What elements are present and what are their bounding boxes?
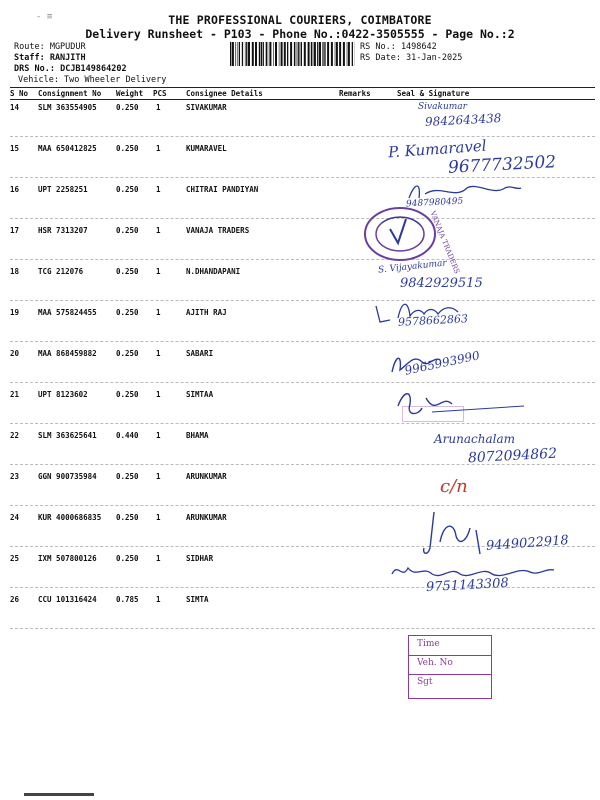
barcode-image [230, 42, 355, 66]
row-sno: 14 [10, 103, 20, 112]
row-consignee: BHAMA [186, 431, 209, 440]
table-row [10, 103, 595, 113]
barcode-bar [284, 42, 286, 66]
barcode-bar [287, 42, 288, 66]
row-sno: 26 [10, 595, 20, 604]
barcode-bar [246, 42, 247, 66]
row-divider [10, 300, 595, 301]
barcode-bar [313, 42, 314, 66]
barcode-bar [300, 42, 301, 66]
row-consignment: UPT 8123602 [38, 390, 88, 399]
barcode-bar [317, 42, 318, 66]
row-pcs: 1 [156, 226, 161, 235]
barcode-bar [298, 42, 299, 66]
barcode-bar [319, 42, 321, 66]
row-divider [10, 423, 595, 424]
handwritten-name: S. Vijayakumar [377, 258, 448, 276]
row-pcs: 1 [156, 513, 161, 522]
barcode-bar [230, 42, 231, 66]
table-row [10, 308, 595, 318]
handwritten-phone: 9751143308 [425, 575, 510, 596]
row-consignee: KUMARAVEL [186, 144, 227, 153]
scan-artifact [24, 793, 94, 796]
row-pcs: 1 [156, 144, 161, 153]
row-weight: 0.250 [116, 267, 139, 276]
corner-mark: - ≡ [36, 12, 53, 22]
row-consignee: ARUNKUMAR [186, 472, 227, 481]
row-weight: 0.250 [116, 308, 139, 317]
drs-value: DCJB149864202 [60, 64, 127, 74]
row-consignment: UPT 2258251 [38, 185, 88, 194]
row-pcs: 1 [156, 554, 161, 563]
barcode-bar [263, 42, 264, 66]
barcode-bar [294, 42, 295, 66]
time-stamp-vehicle: Veh. No [417, 658, 453, 668]
time-stamp-time: Time [417, 639, 440, 649]
row-weight: 0.440 [116, 431, 139, 440]
barcode-bar [352, 42, 353, 66]
row-consignment: HSR 7313207 [38, 226, 88, 235]
row-consignment: GGN 900735984 [38, 472, 97, 481]
barcode-bar [281, 42, 283, 66]
row-sno: 15 [10, 144, 20, 153]
handwritten-phone: 8072094862 [467, 445, 558, 467]
row-sno: 23 [10, 472, 20, 481]
col-consignee: Consignee Details [186, 89, 263, 98]
handwritten-phone: 9842929515 [400, 276, 483, 291]
row-consignee: SIDHAR [186, 554, 214, 563]
barcode-bar [242, 42, 243, 66]
row-consignee: AJITH RAJ [186, 308, 227, 317]
row-pcs: 1 [156, 267, 161, 276]
barcode-bar [323, 42, 324, 66]
barcode-bar [331, 42, 333, 66]
row-sno: 18 [10, 267, 20, 276]
row-consignee: SABARI [186, 349, 214, 358]
row-sno: 24 [10, 513, 20, 522]
handwritten-phone: 9677732502 [447, 152, 557, 178]
row-sno: 25 [10, 554, 20, 563]
row-divider [10, 177, 595, 178]
barcode-bar [339, 42, 341, 66]
company-seal-stamp [362, 205, 438, 263]
stamp-divider [409, 655, 491, 656]
company-title: THE PROFESSIONAL COURIERS, COIMBATORE [168, 13, 432, 27]
row-consignment: MAA 868459882 [38, 349, 97, 358]
col-weight: Weight [116, 89, 144, 98]
row-consignment: CCU 101316424 [38, 595, 97, 604]
staff-text: Staff: RANJITH [14, 53, 86, 63]
col-sno: S No [10, 89, 29, 98]
row-consignment: IXM 507800126 [38, 554, 97, 563]
row-consignee: SIMTA [186, 595, 209, 604]
row-weight: 0.250 [116, 513, 139, 522]
handwritten-mark: c/n [440, 476, 468, 497]
barcode-bar [311, 42, 312, 66]
table-row [10, 267, 595, 277]
barcode-bar [336, 42, 338, 66]
row-weight: 0.250 [116, 554, 139, 563]
barcode-bar [259, 42, 260, 66]
time-stamp-sign: Sgt [417, 677, 433, 687]
signature-scribble [420, 508, 500, 562]
row-weight: 0.785 [116, 595, 139, 604]
barcode-bar [273, 42, 274, 66]
col-signature: Seal & Signature [397, 89, 470, 98]
barcode-bar [296, 42, 297, 66]
row-consignee: SIVAKUMAR [186, 103, 227, 112]
row-pcs: 1 [156, 390, 161, 399]
table-row [10, 144, 595, 154]
row-sno: 22 [10, 431, 20, 440]
row-sno: 16 [10, 185, 20, 194]
barcode-bar [348, 42, 350, 66]
row-weight: 0.250 [116, 349, 139, 358]
table-header [10, 89, 595, 99]
barcode-bar [314, 42, 316, 66]
barcode-bar [343, 42, 345, 66]
col-consignment: Consignment No [38, 89, 102, 98]
row-pcs: 1 [156, 308, 161, 317]
row-sno: 19 [10, 308, 20, 317]
barcode-bar [275, 42, 277, 66]
rs-date: RS Date: 31-Jan-2025 [360, 53, 463, 63]
vehicle-text: Vehicle: Two Wheeler Delivery [18, 75, 167, 85]
handwritten-name: Arunachalam [434, 432, 515, 446]
row-consignment: MAA 650412825 [38, 144, 97, 153]
barcode-bar [261, 42, 262, 66]
row-weight: 0.250 [116, 472, 139, 481]
row-consignment: MAA 575824455 [38, 308, 97, 317]
header-top-rule [10, 87, 595, 88]
barcode-bar [237, 42, 238, 66]
barcode-bar [252, 42, 254, 66]
row-weight: 0.250 [116, 390, 139, 399]
row-pcs: 1 [156, 431, 161, 440]
col-pcs: PCS [153, 89, 167, 98]
row-divider [10, 505, 595, 506]
barcode-bar [235, 42, 236, 66]
row-divider [10, 628, 595, 629]
barcode-bar [290, 42, 292, 66]
runsheet-subtitle: Delivery Runsheet - P103 - Phone No.:0422-3505555 - Page No.:2 [85, 27, 515, 41]
barcode-bar [269, 42, 271, 66]
barcode-bar [325, 42, 326, 66]
handwritten-phone: 9487980495 [405, 196, 464, 210]
table-row [10, 349, 595, 359]
rs-number: RS No.: 1498642 [360, 42, 437, 52]
handwritten-phone: 9965993990 [403, 348, 481, 378]
handwritten-phone: 9449022918 [485, 533, 570, 554]
handwritten-phone: 9578662863 [397, 312, 469, 329]
barcode-bar [308, 42, 310, 66]
row-sno: 20 [10, 349, 20, 358]
row-consignee: ARUNKUMAR [186, 513, 227, 522]
table-row [10, 513, 595, 523]
row-consignee: VANAJA TRADERS [186, 226, 250, 235]
row-divider [10, 136, 595, 137]
barcode-bar [245, 42, 246, 66]
handwritten-name: Sivakumar [418, 102, 467, 112]
row-consignee: CHITRAI PANDIYAN [186, 185, 259, 194]
row-consignee: SIMTAA [186, 390, 214, 399]
row-weight: 0.250 [116, 226, 139, 235]
row-consignment: SLM 363554905 [38, 103, 97, 112]
barcode-bar [239, 42, 240, 66]
barcode-bar [322, 42, 323, 66]
row-sno: 17 [10, 226, 20, 235]
drs-label: DRS No.: [14, 64, 55, 74]
route-text: Route: MGPUDUR [14, 42, 86, 52]
row-consignment: TCG 212076 [38, 267, 84, 276]
barcode-bar [301, 42, 302, 66]
barcode-bar [268, 42, 269, 66]
row-divider [10, 341, 595, 342]
row-divider [10, 259, 595, 260]
barcode-bar [248, 42, 250, 66]
row-pcs: 1 [156, 185, 161, 194]
time-stamp [408, 635, 492, 699]
drs-number [14, 64, 127, 75]
row-consignee: N.DHANDAPANI [186, 267, 241, 276]
barcode-bar [279, 42, 280, 66]
handwritten-phone: 9842643438 [424, 111, 502, 129]
stamp-divider [409, 674, 491, 675]
row-sno: 21 [10, 390, 20, 399]
barcode-bar [232, 42, 234, 66]
barcode-bar [327, 42, 329, 66]
col-remarks: Remarks [339, 89, 371, 98]
row-weight: 0.250 [116, 103, 139, 112]
barcode-bar [266, 42, 267, 66]
barcode-bar [335, 42, 336, 66]
row-pcs: 1 [156, 472, 161, 481]
barcode-bar [304, 42, 306, 66]
row-weight: 0.250 [116, 144, 139, 153]
table-row [10, 472, 595, 482]
row-divider [10, 218, 595, 219]
row-divider [10, 382, 595, 383]
table-row [10, 226, 595, 236]
barcode-bar [347, 42, 348, 66]
barcode-bar [255, 42, 257, 66]
faint-stamp [402, 406, 464, 422]
row-consignment: SLM 363625641 [38, 431, 97, 440]
row-weight: 0.250 [116, 185, 139, 194]
row-pcs: 1 [156, 595, 161, 604]
row-pcs: 1 [156, 349, 161, 358]
row-consignment: KUR 4000686835 [38, 513, 102, 522]
header-bottom-rule [10, 99, 595, 100]
handwritten-name: P. Kumaravel [387, 136, 488, 162]
table-row [10, 595, 595, 605]
seal-text: VANAJA TRADERS [428, 210, 461, 275]
row-pcs: 1 [156, 103, 161, 112]
